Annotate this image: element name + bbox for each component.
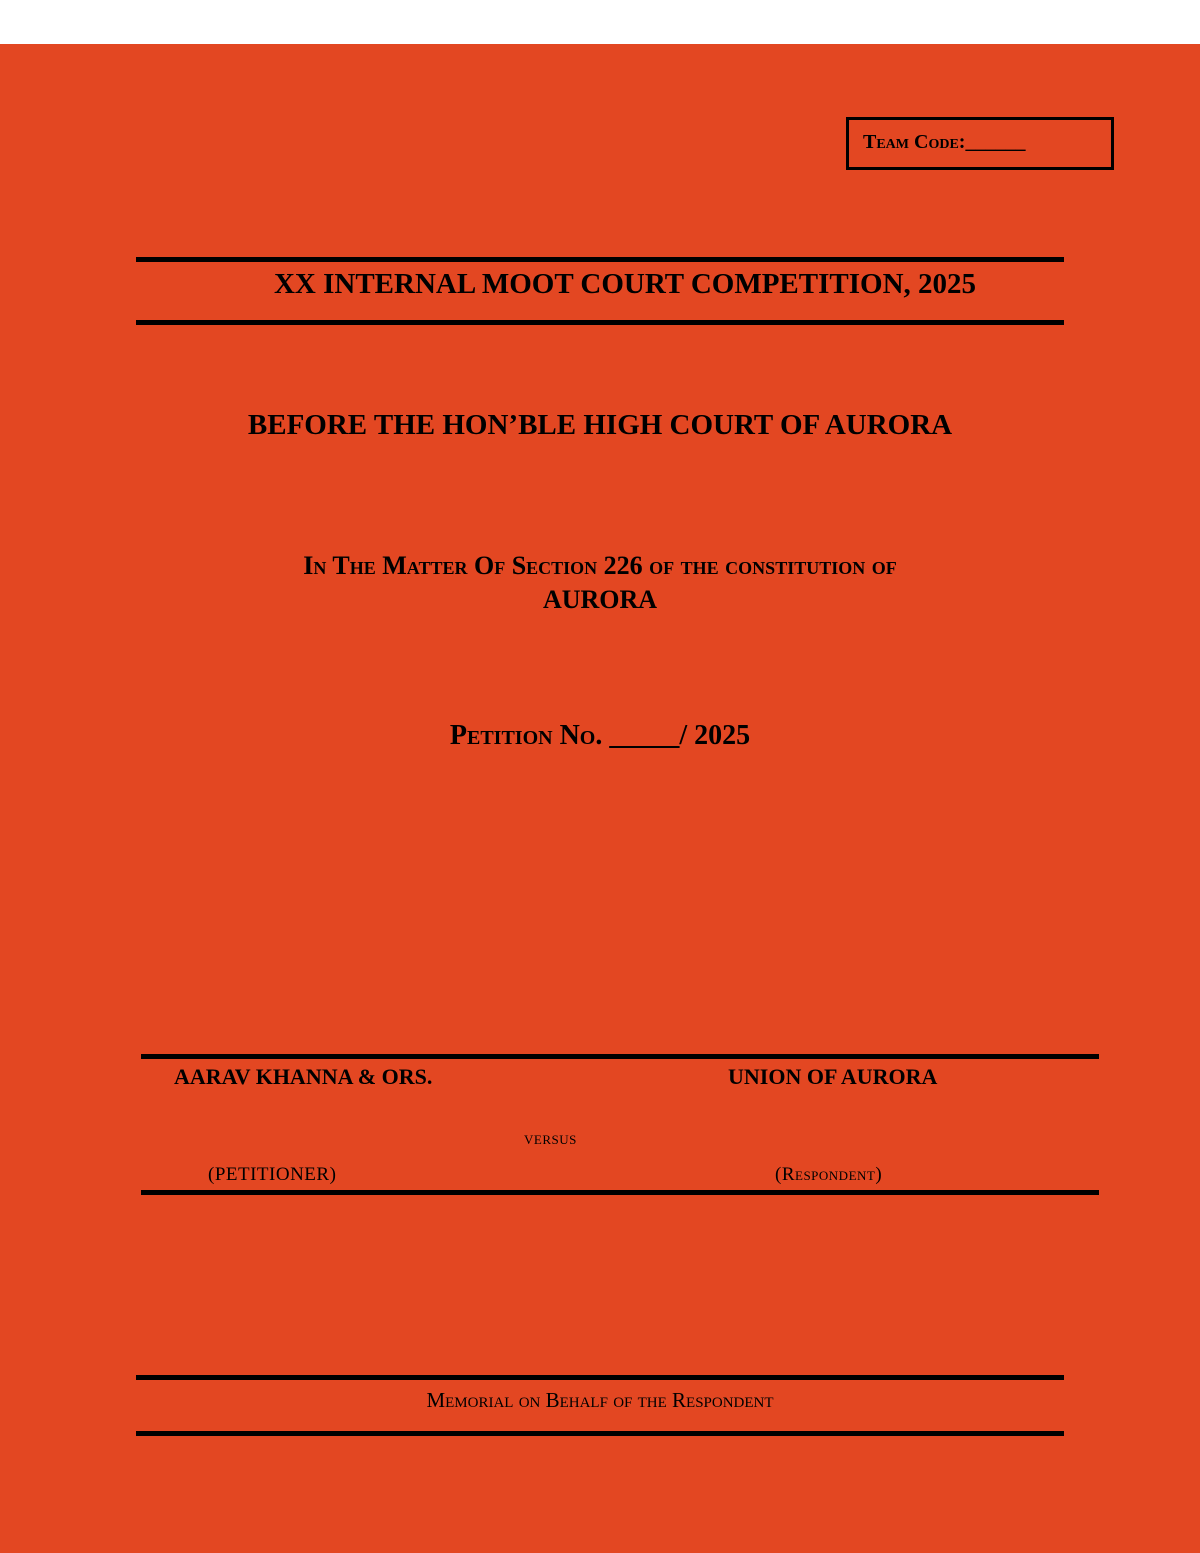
respondent-label: (Respondent) [775,1164,883,1185]
matter-line-2: AURORA [542,585,658,614]
matter-line-1: In The Matter Of Section 226 of the constitution of [303,551,897,580]
matter-heading [0,549,1200,617]
memorial-label: Memorial on Behalf of the Respondent [426,1388,774,1412]
competition-bottom-rule [136,320,1064,325]
memorial-top-rule [136,1375,1064,1380]
team-code-box [846,117,1114,170]
petitioner-name: AARAV KHANNA & ORS. [174,1064,433,1089]
petitioner-label: (PETITIONER) [208,1164,337,1185]
memorial-bottom-rule [136,1431,1064,1436]
petition-number: Petition No. _____/ 2025 [449,720,751,751]
parties-bottom-rule [141,1190,1099,1195]
versus-label: versus [524,1128,577,1149]
competition-title: XX INTERNAL MOOT COURT COMPETITION, 2025 [273,268,977,300]
court-title: BEFORE THE HON’BLE HIGH COURT OF AURORA [247,409,953,441]
team-code-label: Team Code:______ [863,131,1026,153]
competition-top-rule [136,257,1064,262]
parties-top-rule [141,1054,1099,1059]
memorial-cover-page [0,44,1200,1553]
respondent-name: UNION OF AURORA [728,1064,938,1089]
